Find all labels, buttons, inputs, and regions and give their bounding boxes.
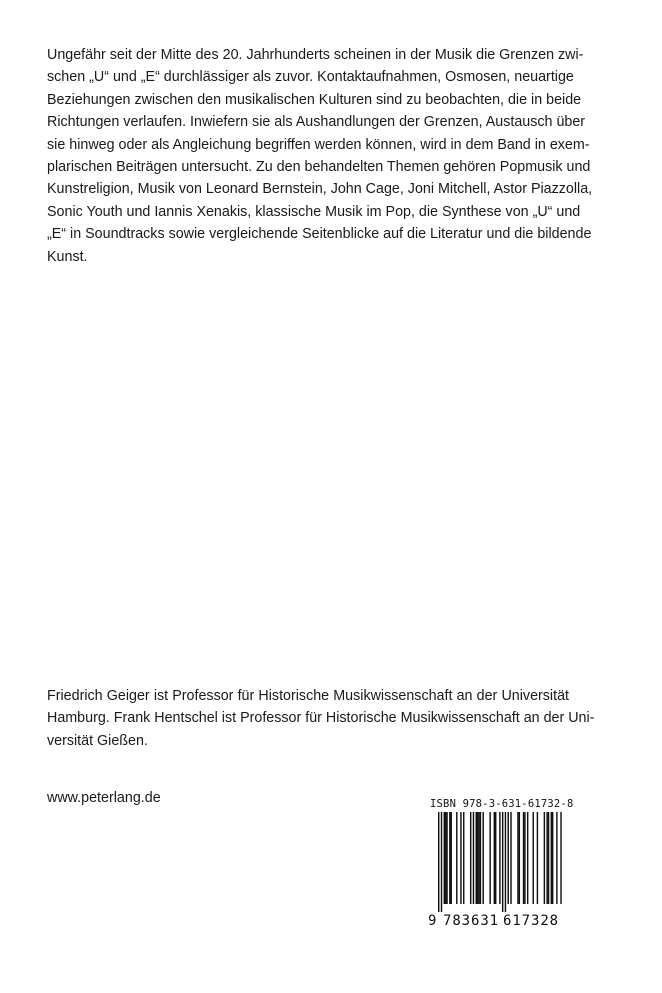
barcode-bar xyxy=(476,812,477,904)
barcode-bar xyxy=(552,812,553,904)
barcode-bar xyxy=(489,812,490,904)
barcode-bar xyxy=(523,812,524,904)
barcode-bar xyxy=(527,812,528,904)
barcode-bar xyxy=(533,812,534,904)
barcode-bar xyxy=(524,812,525,904)
description-line: Kunst. xyxy=(47,248,88,265)
barcode-bar xyxy=(444,812,445,904)
barcode-right-digits: 617328 xyxy=(503,913,559,929)
barcode-bar xyxy=(451,812,452,904)
description-line: Kunstreligion, Musik von Leonard Bernstein, John Cage, Joni Mitchell, Astor Piazzolla, xyxy=(47,181,593,198)
barcode-bar xyxy=(508,812,509,904)
barcode-bar xyxy=(480,812,481,904)
barcode-bar xyxy=(494,812,495,904)
description-line: Beziehungen zwischen den musikalischen Kulturen sind zu beobachten, die in beide xyxy=(47,91,582,108)
barcode-bar xyxy=(473,812,474,904)
barcode-bar xyxy=(560,812,561,904)
barcode-bar xyxy=(499,812,500,904)
barcode-bar xyxy=(438,812,439,912)
description-line: plarischen Beiträgen untersucht. Zu den behandelten Themen gehören Popmusik und xyxy=(47,159,591,176)
author-bio-line: Hamburg. Frank Hentschel ist Professor für Historische Musikwissenschaft an der Uni- xyxy=(47,710,595,727)
barcode-bar xyxy=(551,812,552,904)
description-line: Sonic Youth und Iannis Xenakis, klassische Musik im Pop, die Synthese von „U“ und xyxy=(47,203,581,220)
isbn-label: ISBN 978-3-631-61732-8 xyxy=(430,798,574,810)
barcode-bar xyxy=(548,812,549,904)
barcode-bar xyxy=(460,812,461,904)
author-bio-line: versität Gießen. xyxy=(47,732,148,749)
barcode-bar xyxy=(556,812,557,904)
barcode-bar xyxy=(502,812,503,912)
barcode-bar xyxy=(519,812,520,904)
author-bio-line: Friedrich Geiger ist Professor für Historische Musikwissenschaft an der Universität xyxy=(47,688,569,704)
barcode-bar xyxy=(449,812,450,904)
barcode-bar xyxy=(482,812,483,904)
ean-barcode xyxy=(424,812,564,912)
barcode-bar xyxy=(544,812,545,904)
barcode-bar xyxy=(470,812,471,904)
book-description xyxy=(47,44,593,268)
barcode-bar xyxy=(495,812,496,904)
description-line: Richtungen verlaufen. Inwiefern sie als Aushandlungen der Grenzen, Austausch über xyxy=(47,114,586,131)
barcode-left-digits: 783631 xyxy=(443,913,499,929)
barcode-bar xyxy=(456,812,457,904)
barcode-bar xyxy=(463,812,464,904)
barcode-bar xyxy=(510,812,511,904)
barcode-bar xyxy=(477,812,478,904)
barcode-bar xyxy=(478,812,479,904)
barcode-bar xyxy=(517,812,518,904)
author-bio xyxy=(47,685,595,752)
barcode-first-digit: 9 xyxy=(428,913,437,929)
barcode-bar xyxy=(445,812,446,904)
description-line: „E“ in Soundtracks sowie vergleichende Seitenblicke auf die Literatur und die bildende xyxy=(47,226,592,243)
barcode-bar xyxy=(537,812,538,904)
barcode-bar xyxy=(446,812,447,904)
barcode-bar xyxy=(441,812,442,912)
description-line: sie hinweg oder als Angleichung begriffen werden können, wird in dem Band in exem- xyxy=(47,136,590,153)
barcode-bar xyxy=(505,812,506,912)
description-line: schen „U“ und „E“ durchlässiger als zuvor. Kontaktaufnahmen, Osmosen, neuartige xyxy=(47,69,574,86)
publisher-url[interactable]: www.peterlang.de xyxy=(47,790,161,806)
barcode-bar xyxy=(546,812,547,904)
description-line: Ungefähr seit der Mitte des 20. Jahrhunderts scheinen in der Musik die Grenzen zwi- xyxy=(47,47,584,63)
